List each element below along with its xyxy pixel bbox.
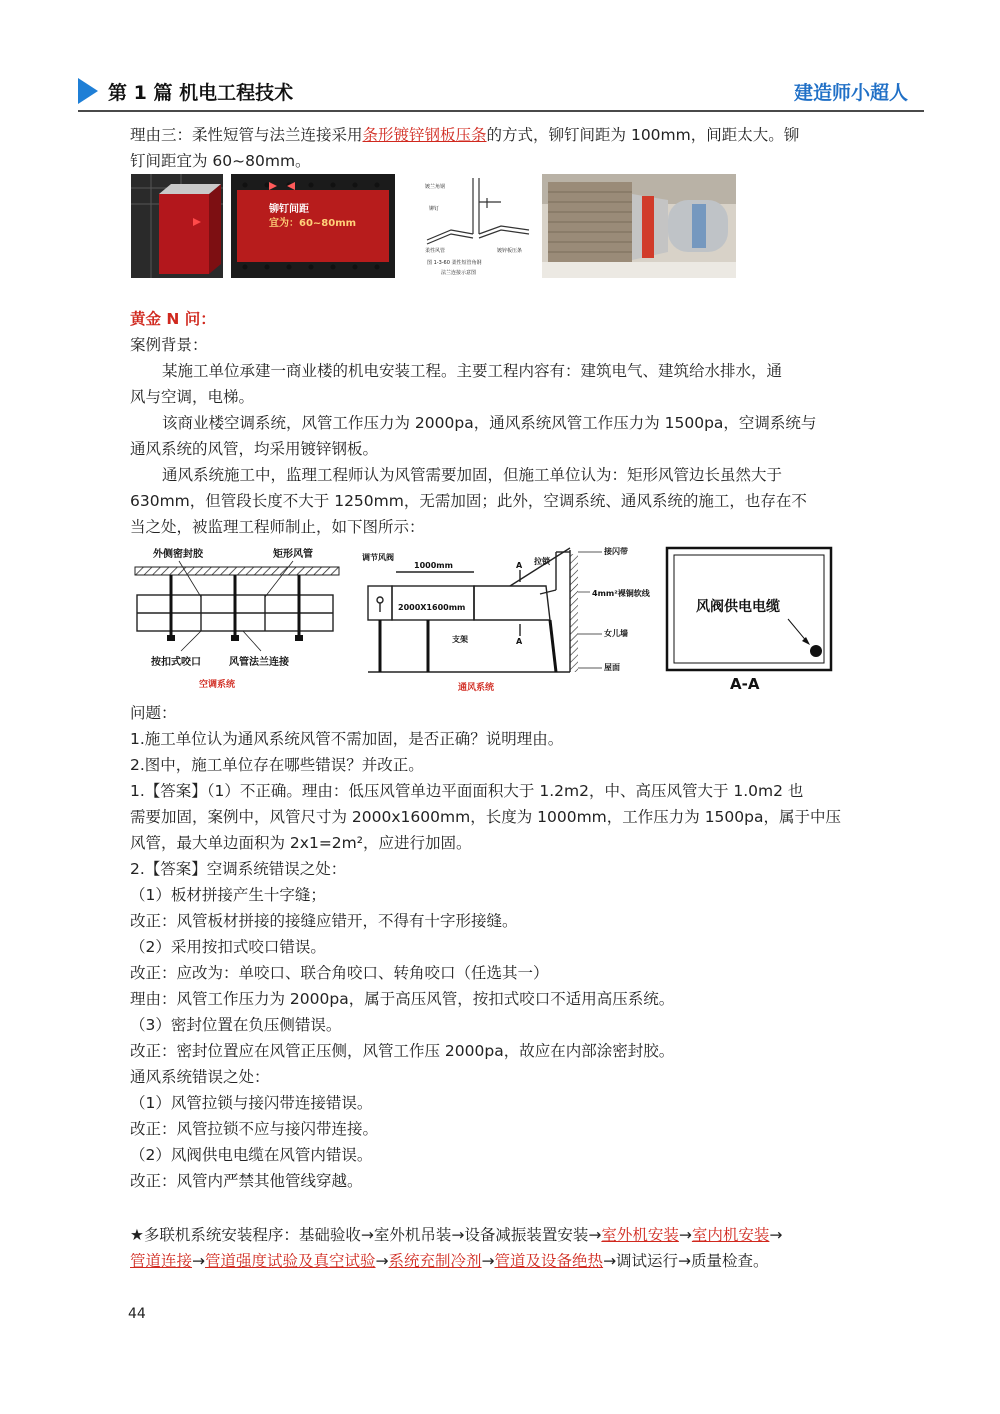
vent-error-2: （2）风阀供电电缆在风管内错误。	[130, 1146, 373, 1164]
photo-rivet-label1: 铆钉间距	[269, 204, 309, 215]
brand-name: 建造师小超人	[793, 82, 908, 104]
diagram-label-4: 镀锌板压条	[497, 248, 523, 254]
diagram-flange-connection	[421, 174, 533, 278]
figure-vent-system	[360, 540, 660, 696]
vent-label-lock: 拉锁	[534, 557, 550, 566]
procedure-step-insulation: 管道及设备绝热	[494, 1252, 604, 1270]
ac-correction-3: 改正：密封位置应在风管正压侧，风管工作压 2000pa，故应在内部涂密封胶。	[130, 1042, 675, 1060]
procedure-line2: 管道连接→管道强度试验及真空试验→系统充制冷剂→管道及设备绝热→调试运行→质量检查。	[130, 1252, 769, 1270]
vent-caption: 通风系统	[458, 683, 495, 693]
ac-reason-2: 理由：风管工作压力为 2000pa，属于高压风管，按扣式咬口不适用高压系统。	[130, 990, 675, 1008]
answer1-line2: 需要加固，案例中，风管尺寸为 2000x1600mm，长度为 1000mm，工作压力为 1500pa，属于中压	[130, 808, 841, 826]
golden-title: 黄金 N 问：	[130, 310, 216, 328]
case-p3-line3: 当之处，被监理工程师制止，如下图所示：	[130, 518, 425, 536]
ac-label-rect-duct: 矩形风管	[273, 549, 313, 560]
vent-label-support: 支架	[452, 635, 468, 644]
procedure-step-outdoor: 室外机安装	[601, 1226, 679, 1244]
case-background-label: 案例背景：	[130, 336, 208, 354]
vent-correction-2: 改正：风管内严禁其他管线穿越。	[130, 1172, 363, 1190]
ac-error-2: （2）采用按扣式咬口错误。	[130, 938, 326, 956]
diagram-caption-1: 图 1-3-60 柔性短管角钢	[427, 260, 482, 266]
aa-label-cable: 风阀供电电缆	[696, 599, 780, 615]
procedure-step-test: 管道强度试验及真空试验	[205, 1252, 376, 1270]
chapter-triangle-icon	[78, 78, 98, 104]
questions-title: 问题：	[130, 704, 177, 722]
reason3-line1: 理由三：柔性短管与法兰连接采用条形镀锌钢板压条的方式，铆钉间距为 100mm，间距太大。铆	[130, 126, 800, 144]
photo-duct-3d	[131, 174, 223, 278]
vent-label-length: 1000mm	[414, 561, 453, 570]
ac-caption: 空调系统	[199, 680, 236, 690]
answer1-line1: 1.【答案】（1）不正确。理由：低压风管单边平面面积大于 1.2m2，中、高压风管大于 1.0m2 也	[130, 782, 804, 800]
vent-label-parapet: 女儿墙	[604, 629, 628, 638]
vent-label-size: 2000X1600mm	[398, 603, 466, 612]
photo-rivet-spacing	[231, 174, 395, 278]
vent-label-roof: 屋面	[604, 663, 620, 672]
case-p2-line2: 通风系统的风管，均采用镀锌钢板。	[130, 440, 379, 458]
vent-label-marker-bottom: A	[516, 637, 523, 646]
cable-dot	[810, 645, 822, 657]
vent-errors-title: 通风系统错误之处：	[130, 1068, 270, 1086]
reason3-line2: 钉间距宜为 60~80mm。	[130, 152, 311, 170]
procedure-step-indoor: 室内机安装	[691, 1226, 770, 1244]
ac-error-1: （1）板材拼接产生十字缝；	[130, 886, 326, 904]
procedure-step-refrigerant: 系统充制冷剂	[388, 1252, 482, 1270]
procedure-line1: ★多联机系统安装程序：基础验收→室外机吊装→设备减振装置安装→室外机安装→室内机安装→	[130, 1226, 783, 1244]
diagram-label-1: 镀兰角钢	[425, 184, 446, 190]
vent-label-marker-top: A	[516, 561, 523, 570]
photo-rivet-label2: 宜为：60~80mm	[269, 218, 357, 229]
ac-correction-1: 改正：风管板材拼接的接缝应错开，不得有十字形接缝。	[130, 912, 518, 930]
vent-label-damper: 调节风阀	[362, 553, 394, 562]
aa-caption: A-A	[730, 675, 760, 693]
vent-label-cable: 4mm²裸铜软线	[592, 589, 650, 598]
photo-flexible-duct	[542, 174, 736, 278]
case-p3-line2: 630mm，但管段长度不大于 1250mm，无需加固；此外，空调系统、通风系统的施工，也存在不	[130, 492, 807, 510]
case-p2-line1: 该商业楼空调系统，风管工作压力为 2000pa，通风系统风管工作压力为 1500pa，空调系统与	[162, 414, 817, 432]
chapter-title: 第 1 篇 机电工程技术	[108, 82, 294, 104]
figure-ac-system	[133, 543, 343, 693]
diagram-caption-2: 法兰连接示意图	[441, 270, 477, 276]
diagram-label-3: 柔性风管	[425, 248, 446, 254]
case-p3-line1: 通风系统施工中，监理工程师认为风管需要加固，但施工单位认为：矩形风管边长虽然大于	[162, 466, 783, 484]
vent-correction-1: 改正：风管拉锁不应与接闪带连接。	[130, 1120, 379, 1138]
ac-label-sealant: 外侧密封胶	[153, 549, 203, 560]
page-number: 44	[128, 1306, 146, 1322]
question-1: 1.施工单位认为通风系统风管不需加固，是否正确？说明理由。	[130, 730, 564, 748]
case-p1-line1: 某施工单位承建一商业楼的机电安装工程。主要工程内容有：建筑电气、建筑给水排水，通	[162, 362, 783, 380]
procedure-step-pipe: 管道连接	[130, 1252, 193, 1270]
case-p1-line2: 风与空调，电梯。	[130, 388, 255, 406]
answer2-title: 2.【答案】空调系统错误之处：	[130, 860, 347, 878]
question-2: 2.图中，施工单位存在哪些错误？并改正。	[130, 756, 424, 774]
page-header	[78, 72, 924, 112]
vent-label-flashing: 接闪带	[604, 547, 628, 556]
reason3-link: 条形镀锌钢板压条	[362, 126, 487, 144]
ac-label-button-lock: 按扣式咬口	[151, 657, 201, 668]
header-rule	[78, 110, 924, 112]
answer1-line3: 风管，最大单边面积为 2x1=2m²，应进行加固。	[130, 834, 472, 852]
ac-label-flange: 风管法兰连接	[229, 657, 289, 668]
vent-error-1: （1）风管拉锁与接闪带连接错误。	[130, 1094, 373, 1112]
diagram-label-2: 铆钉	[429, 206, 440, 212]
ac-correction-2: 改正：应改为：单咬口、联合角咬口、转角咬口（任选其一）	[130, 964, 549, 982]
ac-error-3: （3）密封位置在负压侧错误。	[130, 1016, 342, 1034]
figure-section-aa	[664, 545, 834, 695]
